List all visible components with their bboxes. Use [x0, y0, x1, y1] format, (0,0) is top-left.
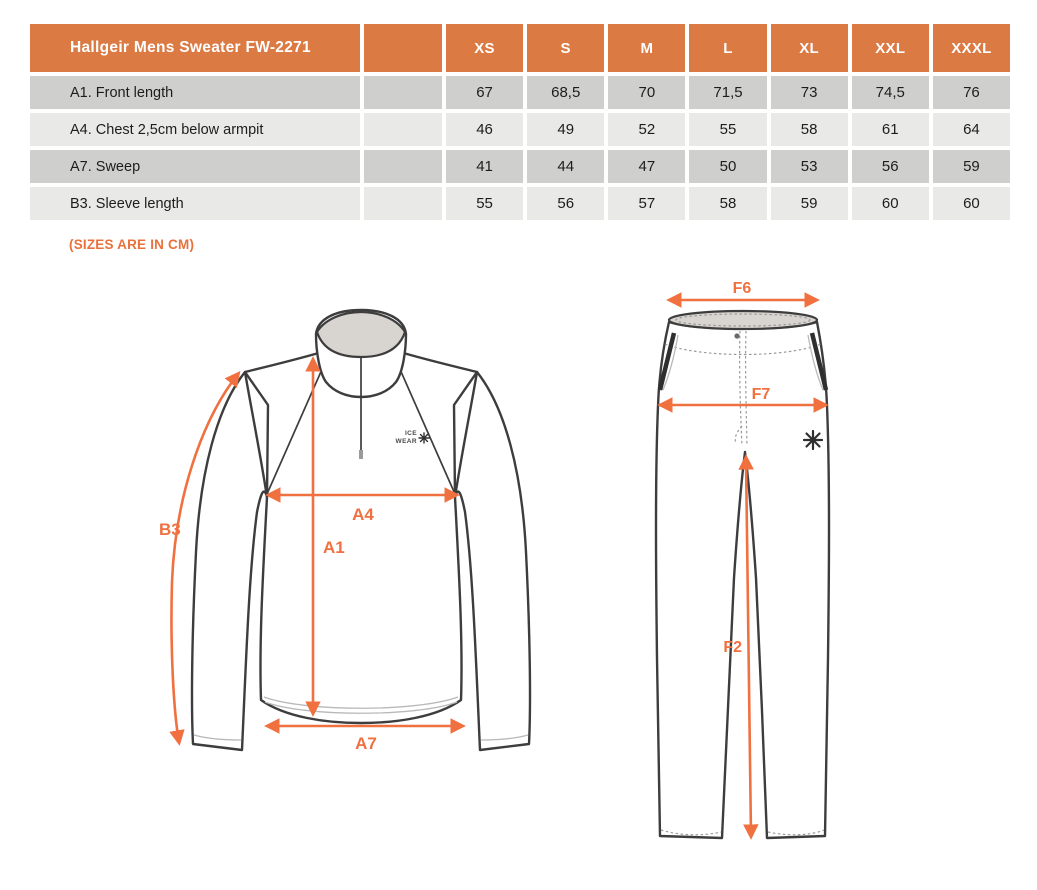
f7-label: F7 — [751, 386, 771, 403]
sweater-collar-inner — [317, 312, 405, 357]
table-value: 67 — [446, 76, 523, 109]
table-value: 56 — [527, 187, 604, 220]
table-header-l: L — [689, 24, 766, 72]
sizes-unit-note: (SIZES ARE IN CM) — [69, 237, 195, 252]
table-header-xxxl: XXXL — [933, 24, 1010, 72]
f2-label: F2 — [723, 639, 742, 656]
table-value: 44 — [527, 150, 604, 183]
row-blank-cell — [364, 113, 442, 146]
table-value: 46 — [446, 113, 523, 146]
sweater-right-sleeve — [455, 372, 530, 750]
table-value: 50 — [689, 150, 766, 183]
row-blank-cell — [364, 150, 442, 183]
table-value: 41 — [446, 150, 523, 183]
table-value: 68,5 — [527, 76, 604, 109]
pants-outline — [656, 322, 829, 838]
table-value: 61 — [852, 113, 929, 146]
table-value: 60 — [933, 187, 1010, 220]
a1-label: A1 — [323, 538, 345, 557]
table-header-blank — [364, 24, 442, 72]
table-title: Hallgeir Mens Sweater FW-2271 — [30, 24, 360, 72]
table-value: 57 — [608, 187, 685, 220]
sweater-left-sleeve — [192, 372, 267, 750]
table-value: 58 — [689, 187, 766, 220]
table-header-xxl: XXL — [852, 24, 929, 72]
table-header-xs: XS — [446, 24, 523, 72]
pants-snowflake-icon — [804, 431, 822, 449]
brand-logo-text-line1: ICE — [404, 430, 417, 437]
table-value: 55 — [689, 113, 766, 146]
a7-label: A7 — [355, 734, 377, 753]
table-value: 49 — [527, 113, 604, 146]
table-value: 59 — [933, 150, 1010, 183]
row-blank-cell — [364, 187, 442, 220]
sweater-measurement-diagram — [145, 292, 565, 777]
table-value: 74,5 — [852, 76, 929, 109]
b3-label: B3 — [159, 520, 181, 539]
table-value: 73 — [771, 76, 848, 109]
pants-measurement-diagram — [630, 278, 1030, 878]
table-value: 58 — [771, 113, 848, 146]
table-value: 52 — [608, 113, 685, 146]
table-value: 53 — [771, 150, 848, 183]
sweater-zipper-pull — [359, 450, 363, 459]
a4-label: A4 — [352, 505, 374, 524]
row-label: B3. Sleeve length — [30, 187, 360, 220]
brand-logo-snowflake-icon — [419, 433, 429, 443]
table-value: 76 — [933, 76, 1010, 109]
table-header-m: M — [608, 24, 685, 72]
row-label: A4. Chest 2,5cm below armpit — [30, 113, 360, 146]
table-value: 60 — [852, 187, 929, 220]
table-value: 56 — [852, 150, 929, 183]
pants-waist-opening — [669, 311, 817, 329]
row-label: A1. Front length — [30, 76, 360, 109]
brand-logo-text-line2: WEAR — [395, 438, 417, 445]
table-value: 59 — [771, 187, 848, 220]
f6-label: F6 — [732, 280, 752, 297]
table-value: 64 — [933, 113, 1010, 146]
table-value: 70 — [608, 76, 685, 109]
table-value: 47 — [608, 150, 685, 183]
size-table — [30, 24, 1010, 220]
table-value: 71,5 — [689, 76, 766, 109]
table-header-s: S — [527, 24, 604, 72]
row-blank-cell — [364, 76, 442, 109]
table-value: 55 — [446, 187, 523, 220]
row-label: A7. Sweep — [30, 150, 360, 183]
table-header-xl: XL — [771, 24, 848, 72]
pants-button — [734, 333, 739, 338]
